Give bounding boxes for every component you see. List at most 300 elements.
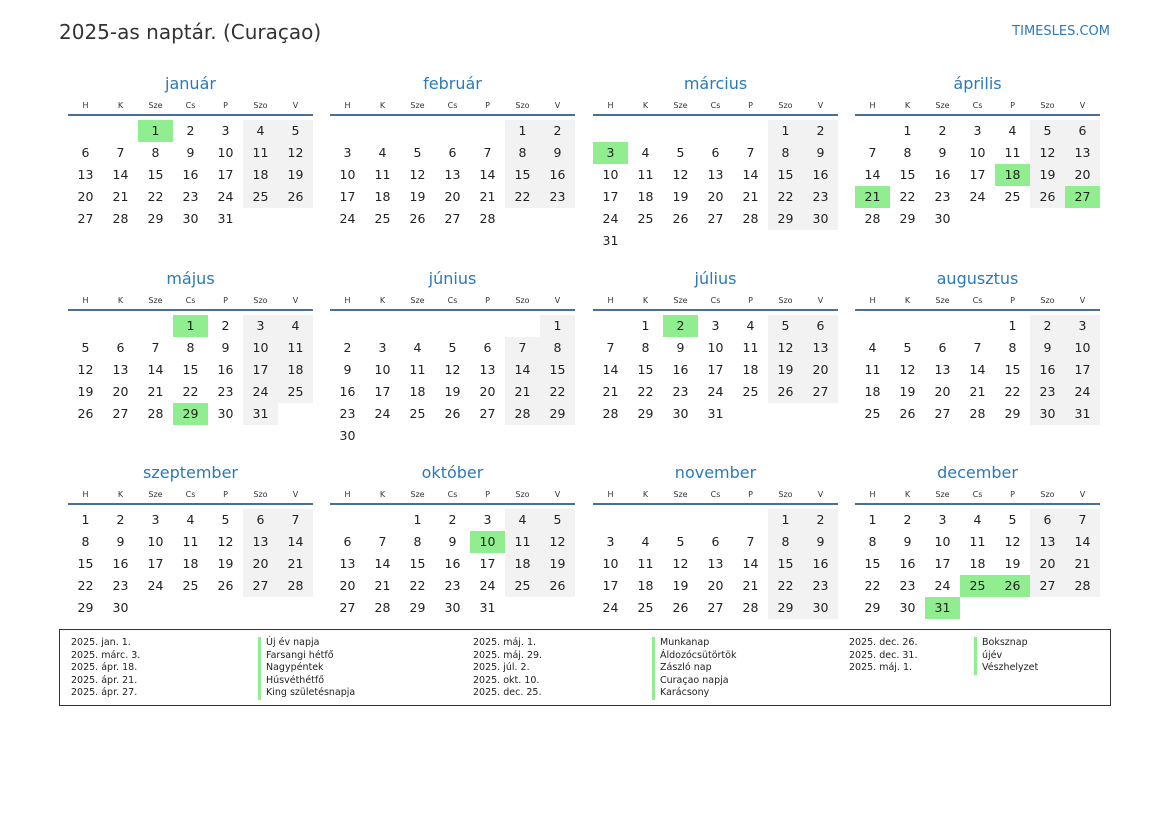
day-cell: 22	[768, 575, 803, 597]
weekday-label: K	[642, 295, 649, 305]
day-cell: 13	[803, 337, 838, 359]
day-cell: 28	[742, 211, 759, 226]
day-cell: 25	[742, 384, 759, 399]
day-cell: 20	[444, 189, 461, 204]
day-cell: 23	[217, 384, 234, 399]
day-cell: 16	[112, 556, 129, 571]
weekday-label: P	[485, 100, 490, 110]
day-cell: 22	[77, 578, 94, 593]
month-name: június	[428, 269, 477, 288]
month-name: október	[421, 463, 484, 482]
day-cell: 11	[864, 362, 881, 377]
day-cell: 31	[1065, 403, 1100, 425]
weekday-label: Cs	[447, 295, 458, 305]
empty-cell	[470, 315, 505, 337]
day-cell: 31	[602, 233, 619, 248]
day-cell: 17	[1065, 359, 1100, 381]
day-cell: 13	[339, 556, 356, 571]
day-cell: 4	[641, 145, 650, 160]
day-cell: 18	[637, 189, 654, 204]
weekday-header	[330, 96, 575, 116]
empty-cell	[733, 509, 768, 531]
day-cell: 21	[278, 553, 313, 575]
empty-cell	[698, 509, 733, 531]
day-cell: 25	[182, 578, 199, 593]
weekday-label: H	[82, 295, 89, 305]
day-cell: 12	[768, 337, 803, 359]
legend-holiday-name: Áldozócsütörtök	[660, 649, 737, 661]
day-cell: 1	[413, 512, 422, 527]
day-cell: 14	[505, 359, 540, 381]
weekday-label: Cs	[185, 100, 196, 110]
day-cell: 8	[903, 145, 912, 160]
weekday-label: V	[554, 100, 561, 110]
day-cell: 9	[803, 142, 838, 164]
day-cell: 17	[243, 359, 278, 381]
day-cell: 12	[77, 362, 94, 377]
day-cell: 2	[1030, 315, 1065, 337]
day-cell: 29	[540, 403, 575, 425]
day-cell: 5	[1008, 512, 1017, 527]
weekday-label: Szo	[515, 489, 530, 499]
day-cell: 20	[1065, 164, 1100, 186]
day-cell: 1	[903, 123, 912, 138]
day-cell: 8	[768, 531, 803, 553]
day-cell: 27	[1030, 575, 1065, 597]
month-5	[68, 267, 313, 425]
day-cell: 22	[540, 381, 575, 403]
empty-cell	[470, 120, 505, 142]
month-name: február	[423, 74, 482, 93]
weekday-label: K	[379, 489, 386, 499]
day-cell: 10	[147, 534, 164, 549]
day-cell: 19	[217, 556, 234, 571]
day-grid	[593, 120, 838, 252]
empty-cell	[593, 120, 628, 142]
day-grid	[68, 120, 313, 230]
day-cell: 3	[243, 315, 278, 337]
day-cell: 2	[903, 512, 912, 527]
day-cell: 31	[479, 600, 496, 615]
empty-cell	[68, 315, 103, 337]
day-cell: 5	[676, 145, 685, 160]
weekday-label: Sze	[935, 100, 950, 110]
day-cell: 7	[483, 145, 492, 160]
day-cell: 15	[1004, 362, 1021, 377]
day-cell: 6	[803, 315, 838, 337]
day-cell: 22	[147, 189, 164, 204]
weekday-label: Sze	[410, 489, 425, 499]
day-cell: 28	[969, 406, 986, 421]
empty-cell	[960, 315, 995, 337]
day-cell: 6	[711, 145, 720, 160]
day-cell: 19	[672, 189, 689, 204]
month-4	[855, 72, 1100, 230]
day-cell: 7	[1065, 509, 1100, 531]
weekday-label: Sze	[935, 489, 950, 499]
day-grid	[330, 120, 575, 230]
day-cell: 24	[147, 578, 164, 593]
day-cell: 17	[479, 556, 496, 571]
day-cell: 22	[1004, 384, 1021, 399]
day-grid	[68, 315, 313, 425]
holiday-day: 2	[663, 315, 698, 337]
day-cell: 8	[186, 340, 195, 355]
weekday-label: V	[292, 489, 299, 499]
weekday-label: H	[607, 489, 614, 499]
day-cell: 24	[339, 211, 356, 226]
day-cell: 21	[602, 384, 619, 399]
day-cell: 8	[641, 340, 650, 355]
day-cell: 6	[1030, 509, 1065, 531]
empty-cell	[103, 120, 138, 142]
day-cell: 5	[903, 340, 912, 355]
day-cell: 22	[768, 186, 803, 208]
day-cell: 17	[147, 556, 164, 571]
weekday-header	[330, 485, 575, 505]
day-cell: 10	[602, 556, 619, 571]
brand-link[interactable]: TIMESLES.COM	[1012, 24, 1110, 39]
day-cell: 29	[1004, 406, 1021, 421]
day-cell: 16	[1030, 359, 1065, 381]
day-cell: 26	[409, 211, 426, 226]
day-cell: 27	[707, 600, 724, 615]
weekday-label: K	[379, 100, 386, 110]
day-cell: 3	[483, 512, 492, 527]
empty-cell	[593, 509, 628, 531]
day-cell: 15	[637, 362, 654, 377]
day-cell: 6	[116, 340, 125, 355]
day-cell: 11	[243, 142, 278, 164]
day-cell: 18	[969, 556, 986, 571]
day-cell: 14	[1065, 531, 1100, 553]
day-cell: 19	[768, 359, 803, 381]
weekday-label: Szo	[253, 295, 268, 305]
weekday-label: H	[82, 489, 89, 499]
empty-cell	[365, 509, 400, 531]
weekday-label: V	[292, 295, 299, 305]
month-name: szeptember	[142, 463, 238, 482]
day-cell: 1	[768, 120, 803, 142]
weekday-label: P	[1010, 100, 1015, 110]
day-cell: 22	[409, 578, 426, 593]
day-cell: 1	[868, 512, 877, 527]
day-cell: 20	[112, 384, 129, 399]
day-cell: 13	[1065, 142, 1100, 164]
month-3	[593, 72, 838, 252]
day-cell: 5	[413, 145, 422, 160]
month-6	[330, 267, 575, 447]
day-cell: 11	[505, 531, 540, 553]
day-cell: 26	[278, 186, 313, 208]
day-cell: 6	[483, 340, 492, 355]
day-cell: 13	[934, 362, 951, 377]
weekday-label: V	[1079, 295, 1086, 305]
day-cell: 26	[1030, 186, 1065, 208]
weekday-label: H	[344, 295, 351, 305]
day-cell: 28	[112, 211, 129, 226]
day-cell: 3	[711, 318, 720, 333]
day-cell: 11	[742, 340, 759, 355]
month-name: április	[953, 74, 1002, 93]
day-cell: 19	[899, 384, 916, 399]
day-cell: 25	[637, 600, 654, 615]
day-cell: 1	[81, 512, 90, 527]
day-cell: 8	[540, 337, 575, 359]
empty-cell	[593, 315, 628, 337]
day-cell: 17	[934, 556, 951, 571]
day-cell: 14	[147, 362, 164, 377]
day-cell: 27	[444, 211, 461, 226]
weekday-label: V	[554, 489, 561, 499]
holiday-day: 1	[138, 120, 173, 142]
day-cell: 23	[182, 189, 199, 204]
day-cell: 9	[676, 340, 685, 355]
empty-cell	[890, 315, 925, 337]
legend-date: 2025. ápr. 18.	[71, 662, 138, 673]
day-cell: 26	[77, 406, 94, 421]
day-cell: 30	[672, 406, 689, 421]
day-cell: 28	[1065, 575, 1100, 597]
day-cell: 9	[903, 534, 912, 549]
day-cell: 25	[278, 381, 313, 403]
day-cell: 4	[973, 512, 982, 527]
day-cell: 18	[243, 164, 278, 186]
empty-cell	[628, 120, 663, 142]
holiday-day: 26	[995, 575, 1030, 597]
day-cell: 11	[637, 556, 654, 571]
empty-cell	[365, 315, 400, 337]
weekday-header	[68, 485, 313, 505]
day-cell: 3	[606, 534, 615, 549]
day-cell: 29	[147, 211, 164, 226]
day-cell: 29	[768, 597, 803, 619]
day-cell: 17	[339, 189, 356, 204]
weekday-label: Szo	[515, 100, 530, 110]
weekday-label: P	[748, 100, 753, 110]
day-cell: 27	[339, 600, 356, 615]
day-cell: 12	[672, 556, 689, 571]
weekday-label: P	[1010, 489, 1015, 499]
day-cell: 30	[803, 597, 838, 619]
day-cell: 29	[899, 211, 916, 226]
empty-cell	[330, 315, 365, 337]
day-cell: 8	[151, 145, 160, 160]
empty-cell	[505, 315, 540, 337]
empty-cell	[400, 120, 435, 142]
weekday-label: K	[379, 295, 386, 305]
weekday-label: Cs	[447, 100, 458, 110]
day-grid	[330, 315, 575, 447]
legend-date: 2025. jan. 1.	[71, 637, 131, 648]
day-cell: 5	[278, 120, 313, 142]
legend-holiday-name: Curaçao napja	[660, 674, 729, 686]
holiday-day: 29	[173, 403, 208, 425]
day-cell: 24	[969, 189, 986, 204]
day-cell: 5	[540, 509, 575, 531]
day-cell: 15	[899, 167, 916, 182]
day-cell: 22	[505, 186, 540, 208]
day-cell: 7	[151, 340, 160, 355]
weekday-label: P	[223, 489, 228, 499]
day-cell: 22	[182, 384, 199, 399]
day-cell: 18	[374, 189, 391, 204]
day-cell: 28	[742, 600, 759, 615]
weekday-label: H	[344, 100, 351, 110]
day-cell: 10	[339, 167, 356, 182]
day-cell: 12	[1030, 142, 1065, 164]
month-7	[593, 267, 838, 425]
day-cell: 27	[243, 575, 278, 597]
weekday-label: K	[642, 100, 649, 110]
day-cell: 3	[151, 512, 160, 527]
day-cell: 30	[217, 406, 234, 421]
day-cell: 18	[637, 578, 654, 593]
day-cell: 8	[505, 142, 540, 164]
day-cell: 15	[864, 556, 881, 571]
day-cell: 15	[768, 164, 803, 186]
day-cell: 4	[186, 512, 195, 527]
day-cell: 6	[343, 534, 352, 549]
day-cell: 14	[602, 362, 619, 377]
day-cell: 1	[641, 318, 650, 333]
weekday-label: Szo	[778, 489, 793, 499]
day-cell: 11	[637, 167, 654, 182]
weekday-label: H	[869, 100, 876, 110]
day-cell: 9	[343, 362, 352, 377]
legend-holiday-name: Munkanap	[660, 637, 710, 648]
day-cell: 11	[278, 337, 313, 359]
day-cell: 25	[637, 211, 654, 226]
empty-cell	[435, 120, 470, 142]
empty-cell	[855, 315, 890, 337]
weekday-label: H	[344, 489, 351, 499]
day-cell: 19	[1030, 164, 1065, 186]
day-cell: 21	[742, 578, 759, 593]
day-cell: 1	[505, 120, 540, 142]
holiday-day: 27	[1065, 186, 1100, 208]
legend-holiday-name: Karácsony	[660, 687, 710, 698]
weekday-label: P	[223, 100, 228, 110]
day-cell: 2	[803, 509, 838, 531]
day-cell: 30	[444, 600, 461, 615]
day-cell: 8	[868, 534, 877, 549]
day-cell: 19	[1004, 556, 1021, 571]
weekday-label: Szo	[778, 295, 793, 305]
day-cell: 10	[934, 534, 951, 549]
day-cell: 13	[77, 167, 94, 182]
weekday-label: Sze	[148, 489, 163, 499]
legend-date: 2025. máj. 1.	[849, 662, 913, 673]
day-cell: 8	[768, 142, 803, 164]
day-cell: 22	[899, 189, 916, 204]
day-cell: 29	[77, 600, 94, 615]
weekday-label: P	[485, 489, 490, 499]
day-cell: 24	[243, 381, 278, 403]
day-grid	[855, 315, 1100, 425]
day-cell: 18	[409, 384, 426, 399]
day-cell: 19	[444, 384, 461, 399]
legend-holiday-name: King születésnapja	[266, 687, 356, 698]
day-cell: 14	[479, 167, 496, 182]
weekday-label: V	[817, 100, 824, 110]
weekday-label: P	[748, 489, 753, 499]
day-cell: 10	[243, 337, 278, 359]
day-cell: 3	[1065, 315, 1100, 337]
day-cell: 1	[540, 315, 575, 337]
day-cell: 30	[899, 600, 916, 615]
legend-names-column	[258, 637, 355, 700]
day-cell: 2	[803, 120, 838, 142]
legend-date: 2025. dec. 25.	[473, 687, 542, 698]
month-1	[68, 72, 313, 230]
day-cell: 9	[186, 145, 195, 160]
weekday-label: V	[1079, 489, 1086, 499]
day-cell: 10	[707, 340, 724, 355]
day-cell: 26	[217, 578, 234, 593]
day-cell: 20	[339, 578, 356, 593]
legend-names-column	[974, 637, 1038, 675]
day-cell: 7	[278, 509, 313, 531]
day-cell: 20	[803, 359, 838, 381]
day-cell: 5	[221, 512, 230, 527]
weekday-label: K	[117, 489, 124, 499]
day-cell: 30	[803, 208, 838, 230]
day-cell: 25	[374, 211, 391, 226]
day-cell: 18	[742, 362, 759, 377]
day-cell: 7	[116, 145, 125, 160]
day-cell: 15	[540, 359, 575, 381]
weekday-header	[68, 96, 313, 116]
day-cell: 4	[868, 340, 877, 355]
legend-dates-column	[71, 637, 140, 700]
weekday-label: Sze	[673, 295, 688, 305]
weekday-label: V	[817, 489, 824, 499]
month-name: március	[683, 74, 748, 93]
day-cell: 3	[973, 123, 982, 138]
empty-cell	[103, 315, 138, 337]
day-cell: 9	[221, 340, 230, 355]
day-cell: 28	[602, 406, 619, 421]
day-cell: 27	[707, 211, 724, 226]
weekday-label: Sze	[410, 100, 425, 110]
empty-cell	[68, 120, 103, 142]
day-cell: 30	[182, 211, 199, 226]
day-cell: 3	[221, 123, 230, 138]
weekday-label: H	[869, 489, 876, 499]
weekday-label: K	[117, 295, 124, 305]
day-cell: 25	[409, 406, 426, 421]
weekday-label: Szo	[1040, 295, 1055, 305]
weekday-label: Cs	[710, 100, 721, 110]
day-cell: 7	[973, 340, 982, 355]
day-cell: 16	[182, 167, 199, 182]
weekday-label: Sze	[148, 295, 163, 305]
weekday-label: Cs	[972, 295, 983, 305]
day-cell: 27	[934, 406, 951, 421]
weekday-label: Sze	[148, 100, 163, 110]
day-cell: 11	[374, 167, 391, 182]
weekday-label: V	[292, 100, 299, 110]
day-cell: 26	[899, 406, 916, 421]
day-cell: 25	[243, 186, 278, 208]
month-name: január	[165, 74, 216, 93]
day-cell: 6	[81, 145, 90, 160]
day-cell: 4	[413, 340, 422, 355]
weekday-label: Cs	[447, 489, 458, 499]
weekday-label: H	[607, 100, 614, 110]
day-cell: 21	[112, 189, 129, 204]
